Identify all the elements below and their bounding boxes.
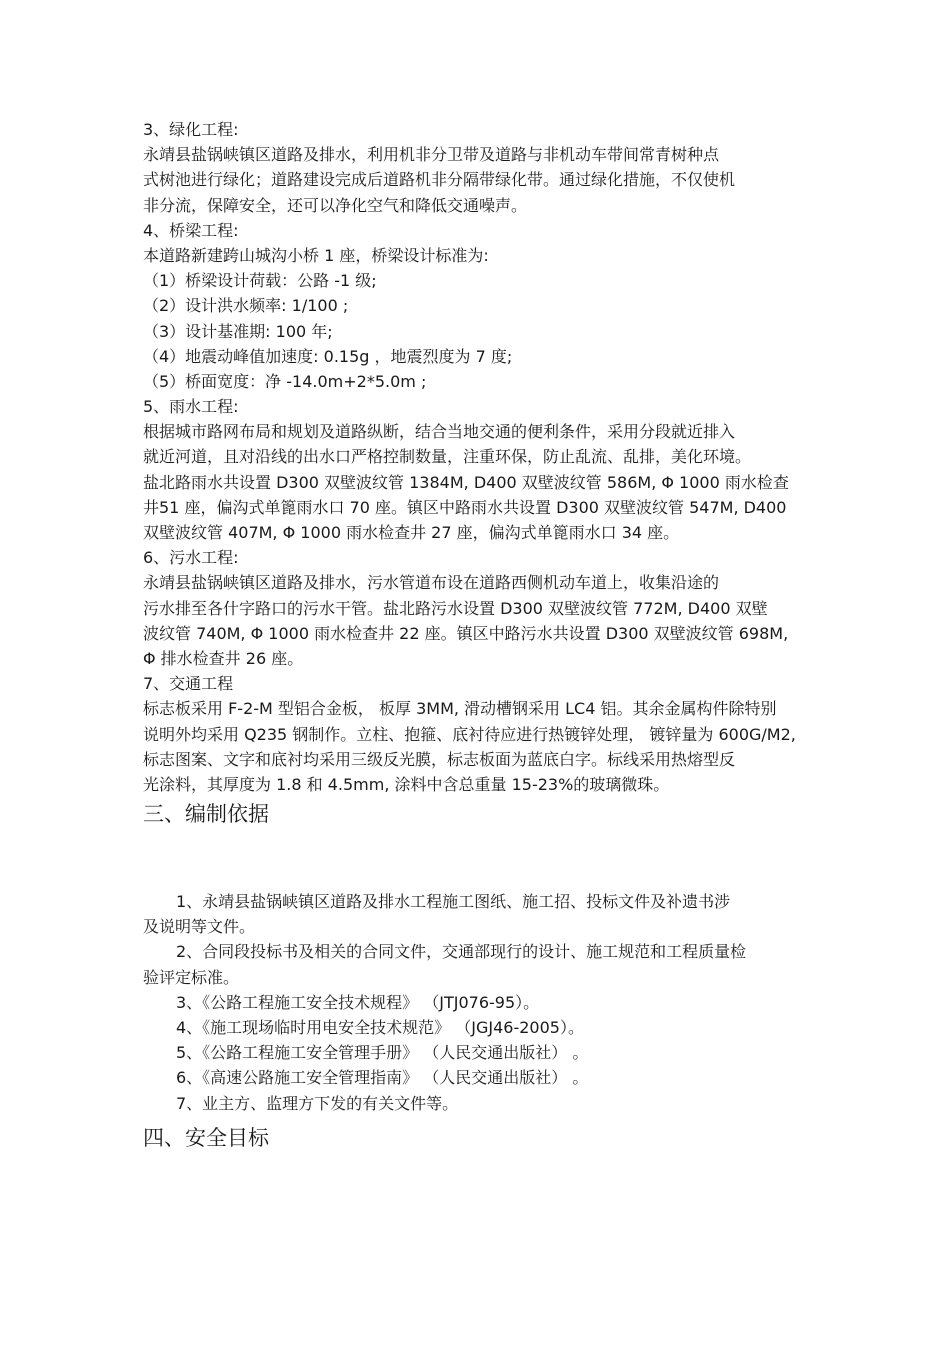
text-line: 7、交通工程 [143,674,234,694]
text-line: 标志图案、文字和底衬均采用三级反光膜，标志板面为蓝底白字。标线采用热熔型反 [143,749,736,769]
text-line: 5、雨水工程: [143,397,239,417]
text-line: 双壁波纹管 407M, Φ 1000 雨水检查井 27 座，偏沟式单篦雨水口 34 座。 [143,523,680,542]
list-item: 3、《公路工程施工安全技术规程》 （JTJ076-95）。 [176,992,540,1012]
text-line: （5）桥面宽度：净 -14.0m+2*5.0m ; [143,371,427,391]
list-item-continuation: 验评定标准。 [143,967,240,987]
text-line: （2）设计洪水频率: 1/100 ; [143,296,349,316]
text-line: 3、绿化工程: [143,120,239,139]
text-line: 井51 座，偏沟式单篦雨水口 70 座。镇区中路雨水共设置 D300 双壁波纹管 547M, D400 [143,497,787,517]
text-line: （4）地震动峰值加速度: 0.15g ，地震烈度为 7 度; [143,346,513,366]
engineering-overview-block [143,117,863,797]
text-line: 永靖县盐锅峡镇区道路及排水，利用机非分卫带及道路与非机动车带间常青树种点 [143,145,720,165]
list-item: 6、《高速公路施工安全管理指南》 （人民交通出版社） 。 [176,1068,589,1088]
section-heading-safety-goals: 四、安全目标 [143,1126,269,1150]
text-line: Φ 排水检查井 26 座。 [143,648,304,668]
list-item: 2、合同段投标书及相关的合同文件，交通部现行的设计、施工规范和工程质量检 [176,942,747,962]
basis-list-block [143,889,863,1116]
text-line: （1）桥梁设计荷载：公路 -1 级; [143,271,377,291]
text-line: 标志板采用 F-2-M 型铝合金板， 板厚 3MM, 滑动槽钢采用 LC4 铝。其余金属构件除特别 [143,699,777,719]
text-line: 波纹管 740M, Φ 1000 雨水检查井 22 座。镇区中路污水共设置 D300 双壁波纹管 698M, [143,623,789,643]
list-item-continuation: 及说明等文件。 [143,917,256,937]
text-line: 污水排至各什字路口的污水干管。盐北路污水设置 D300 双壁波纹管 772M, D400 双壁 [143,598,768,618]
text-line: 光涂料，其厚度为 1.8 和 4.5mm, 涂料中含总重量 15-23%的玻璃微珠。 [143,774,670,794]
text-line: 式树池进行绿化；道路建设完成后道路机非分隔带绿化带。通过绿化措施，不仅使机 [143,170,736,190]
text-line: 盐北路雨水共设置 D300 双壁波纹管 1384M, D400 双壁波纹管 586M, Φ 1000 雨水检查 [143,472,789,492]
text-line: 本道路新建跨山城沟小桥 1 座，桥梁设计标准为: [143,245,489,265]
text-line: 永靖县盐锅峡镇区道路及排水，污水管道布设在道路西侧机动车道上，收集沿途的 [143,573,720,593]
list-item: 4、《施工现场临时用电安全技术规范》 （JGJ46-2005）。 [176,1017,584,1037]
text-line: 根据城市路网布局和规划及道路纵断，结合当地交通的便利条件，采用分段就近排入 [143,422,736,442]
text-line: （3）设计基准期: 100 年; [143,321,333,341]
list-item: 5、《公路工程施工安全管理手册》 （人民交通出版社） 。 [176,1043,589,1063]
text-line: 4、桥梁工程: [143,220,239,240]
section-heading-basis: 三、编制依据 [143,802,269,826]
text-line: 6、污水工程: [143,548,239,568]
list-item: 7、业主方、监理方下发的有关文件等。 [176,1093,459,1113]
text-line: 说明外均采用 Q235 钢制作。立柱、抱箍、底衬待应进行热镀锌处理， 镀锌量为 600G/M2, [143,724,796,744]
text-line: 就近河道，且对沿线的出水口严格控制数量，注重环保，防止乱流、乱排，美化环境。 [143,447,752,467]
text-line: 非分流，保障安全，还可以净化空气和降低交通噪声。 [143,195,528,215]
list-item: 1、永靖县盐锅峡镇区道路及排水工程施工图纸、施工招、投标文件及补遗书涉 [176,892,731,911]
